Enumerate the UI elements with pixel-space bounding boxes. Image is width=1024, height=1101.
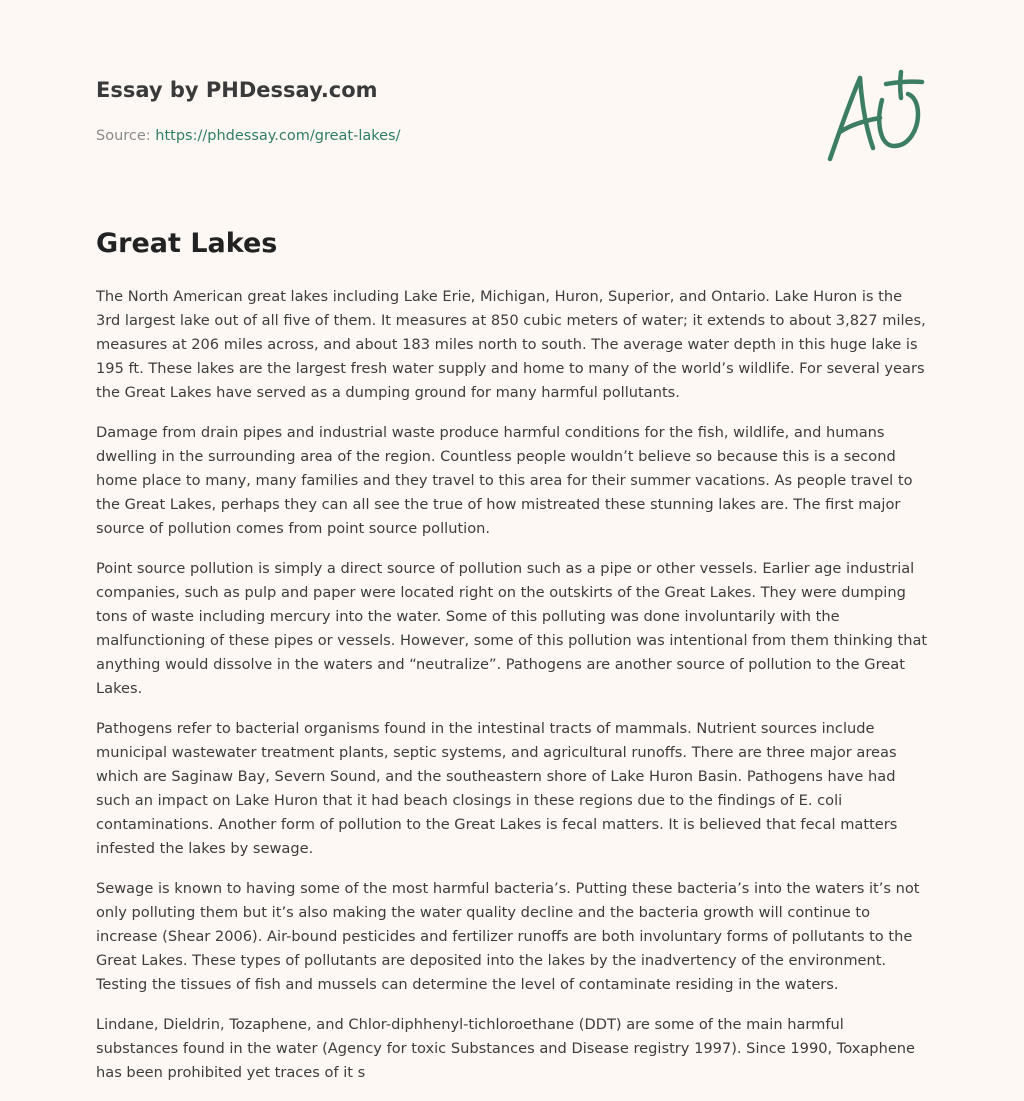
source-link[interactable]: https://phdessay.com/great-lakes/ — [155, 128, 401, 144]
essay-paragraph: Damage from drain pipes and industrial waste produce harmful conditions for the fish, wildlife, and humans dwelling in the surrounding area of the region. Countless people wouldn’t believe so because this is a second home place to many, many families and they travel to this area for their summer vacations. As people travel to the Great Lakes, perhaps they can all see the true of how mistreated these stunning lakes are. The first major source of pollution comes from point source pollution. — [96, 424, 913, 537]
site-brand: Essay by PHDessay.com — [96, 78, 378, 102]
source-label: Source: — [96, 128, 151, 144]
a-plus-grade-icon — [818, 66, 930, 166]
essay-paragraph: Sewage is known to having some of the most harmful bacteria’s. Putting these bacteria’s into the waters it’s not only polluting them but it’s also making the water quality decline and the bacteria growth will continue to increase (Shear 2006). Air-bound pesticides and fertilizer runoffs are both involuntary forms of pollutants to the Great Lakes. These types of pollutants are deposited into the lakes by the inadvertency of the environment. Testing the tissues of fish and mussels can determine the level of contaminate residing in the waters. — [96, 880, 920, 993]
essay-title: Great Lakes — [96, 228, 278, 259]
essay-paragraph: The North American great lakes including Lake Erie, Michigan, Huron, Superior, and Ontario. Lake Huron is the 3rd largest lake out of all five of them. It measures at 850 cubic meters of water; it extends to about 3,827 miles, measures at 206 miles across, and about 183 miles north to south. The average water depth in this huge lake is 195 ft. These lakes are the largest fresh water supply and home to many of the world’s wildlife. For several years the Great Lakes have served as a dumping ground for many harmful pollutants. — [96, 288, 926, 401]
essay-paragraph: Point source pollution is simply a direct source of pollution such as a pipe or other vessels. Earlier age industrial companies, such as pulp and paper were located right on the outskirts of the Great Lakes. They were dumping tons of waste including mercury into the water. Some of this polluting was done involuntarily with the malfunctioning of these pipes or vessels. However, some of this pollution was intentional from them thinking that anything would dissolve in the waters and “neutralize”. Pathogens are another source of pollution to the Great Lakes. — [96, 560, 928, 697]
essay-paragraph: Pathogens refer to bacterial organisms found in the intestinal tracts of mammals. Nutrient sources include municipal wastewater treatment plants, septic systems, and agricultural runoffs. There are three major areas which are Saginaw Bay, Severn Sound, and the southeastern shore of Lake Huron Basin. Pathogens have had such an impact on Lake Huron that it had beach closings in these regions due to the findings of E. coli contaminations. Another form of pollution to the Great Lakes is fecal matters. It is believed that fecal matters infested the lakes by sewage. — [96, 720, 898, 857]
essay-paragraph: Lindane, Dieldrin, Tozaphene, and Chlor-diphhenyl-tichloroethane (DDT) are some of the main harmful substances found in the water (Agency for toxic Substances and Disease registry 1997). Since 1990, Toxaphene has been prohibited yet traces of it s — [96, 1016, 916, 1081]
page-header — [96, 76, 796, 146]
source-line — [96, 126, 796, 146]
essay-body — [96, 285, 930, 1101]
